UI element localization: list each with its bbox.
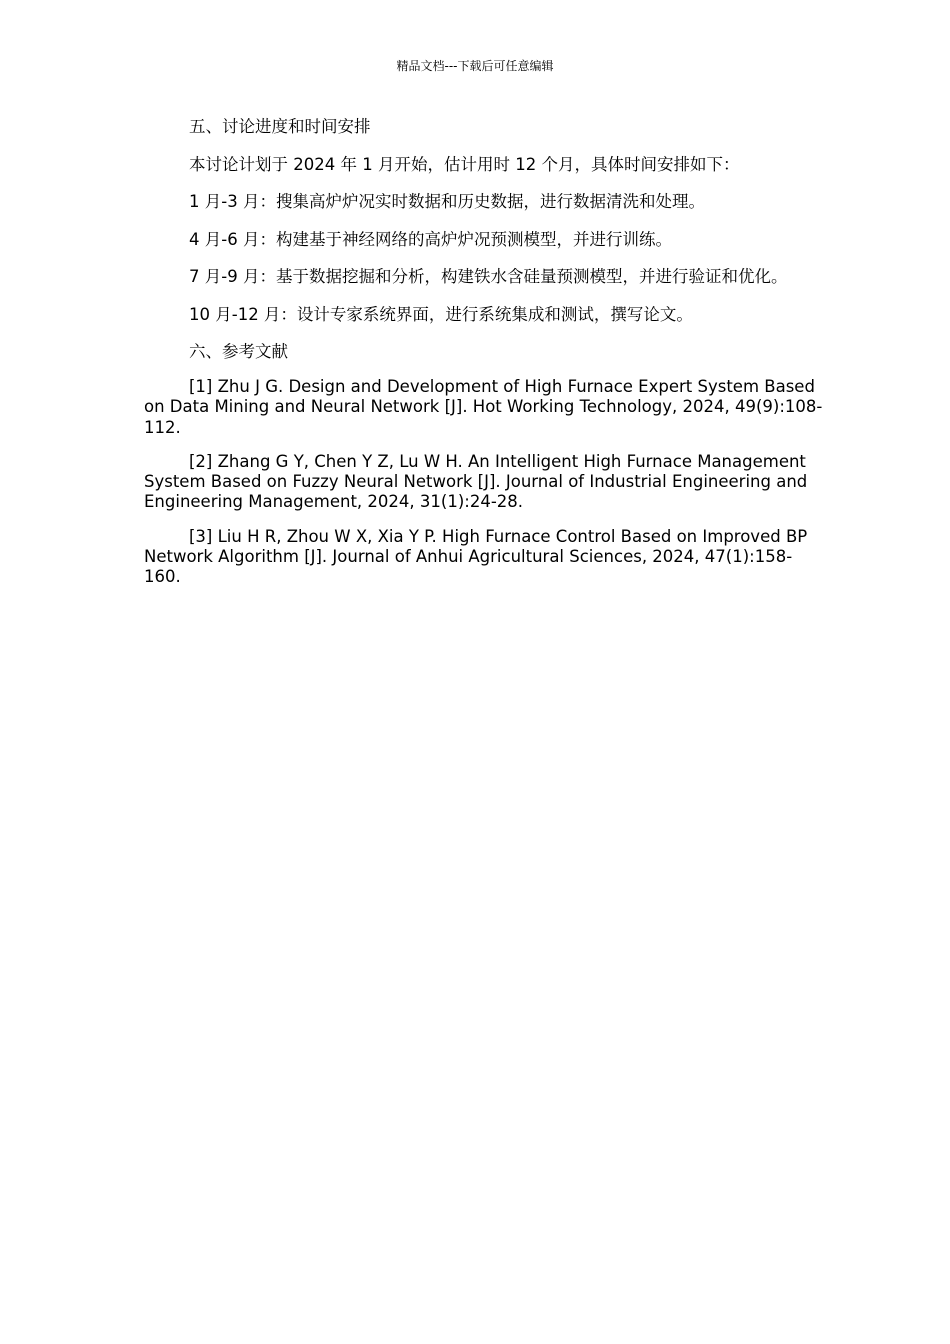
schedule-item: 7 月-9 月：基于数据挖掘和分析，构建铁水含硅量预测模型，并进行验证和优化。 <box>189 267 788 286</box>
reference-list <box>144 377 824 588</box>
section-heading-references: 六、参考文献 <box>189 342 288 361</box>
reference-item: [1] Zhu J G. Design and Development of High Furnace Expert System Based on Data Mining and Neural Network [J]. Hot Working Technology, 2024, 49(9):108-112. <box>144 377 823 437</box>
schedule-item: 4 月-6 月：构建基于神经网络的高炉炉况预测模型，并进行训练。 <box>189 229 672 249</box>
section-heading-schedule: 五、讨论进度和时间安排 <box>189 117 371 136</box>
schedule-item: 1 月-3 月：搜集高炉炉况实时数据和历史数据，进行数据清洗和处理。 <box>189 192 705 211</box>
page-header: 精品文档---下载后可任意编辑 <box>396 59 554 73</box>
schedule-item: 10 月-12 月：设计专家系统界面，进行系统集成和测试，撰写论文。 <box>189 304 693 324</box>
schedule-intro: 本讨论计划于 2024 年 1 月开始，估计用时 12 个月，具体时间安排如下： <box>189 154 740 174</box>
reference-item: [3] Liu H R, Zhou W X, Xia Y P. High Furnace Control Based on Improved BP Network Algorithm [J]. Journal of Anhui Agricultural Sciences, 2024, 47(1):158-160. <box>144 526 808 587</box>
reference-item: [2] Zhang G Y, Chen Y Z, Lu W H. An Intelligent High Furnace Management System Based on Fuzzy Neural Network [J]. Journal of Industrial Engineering and Engineering Management, 2024, 31(1):24-28. <box>144 451 808 512</box>
document-body <box>144 115 824 602</box>
